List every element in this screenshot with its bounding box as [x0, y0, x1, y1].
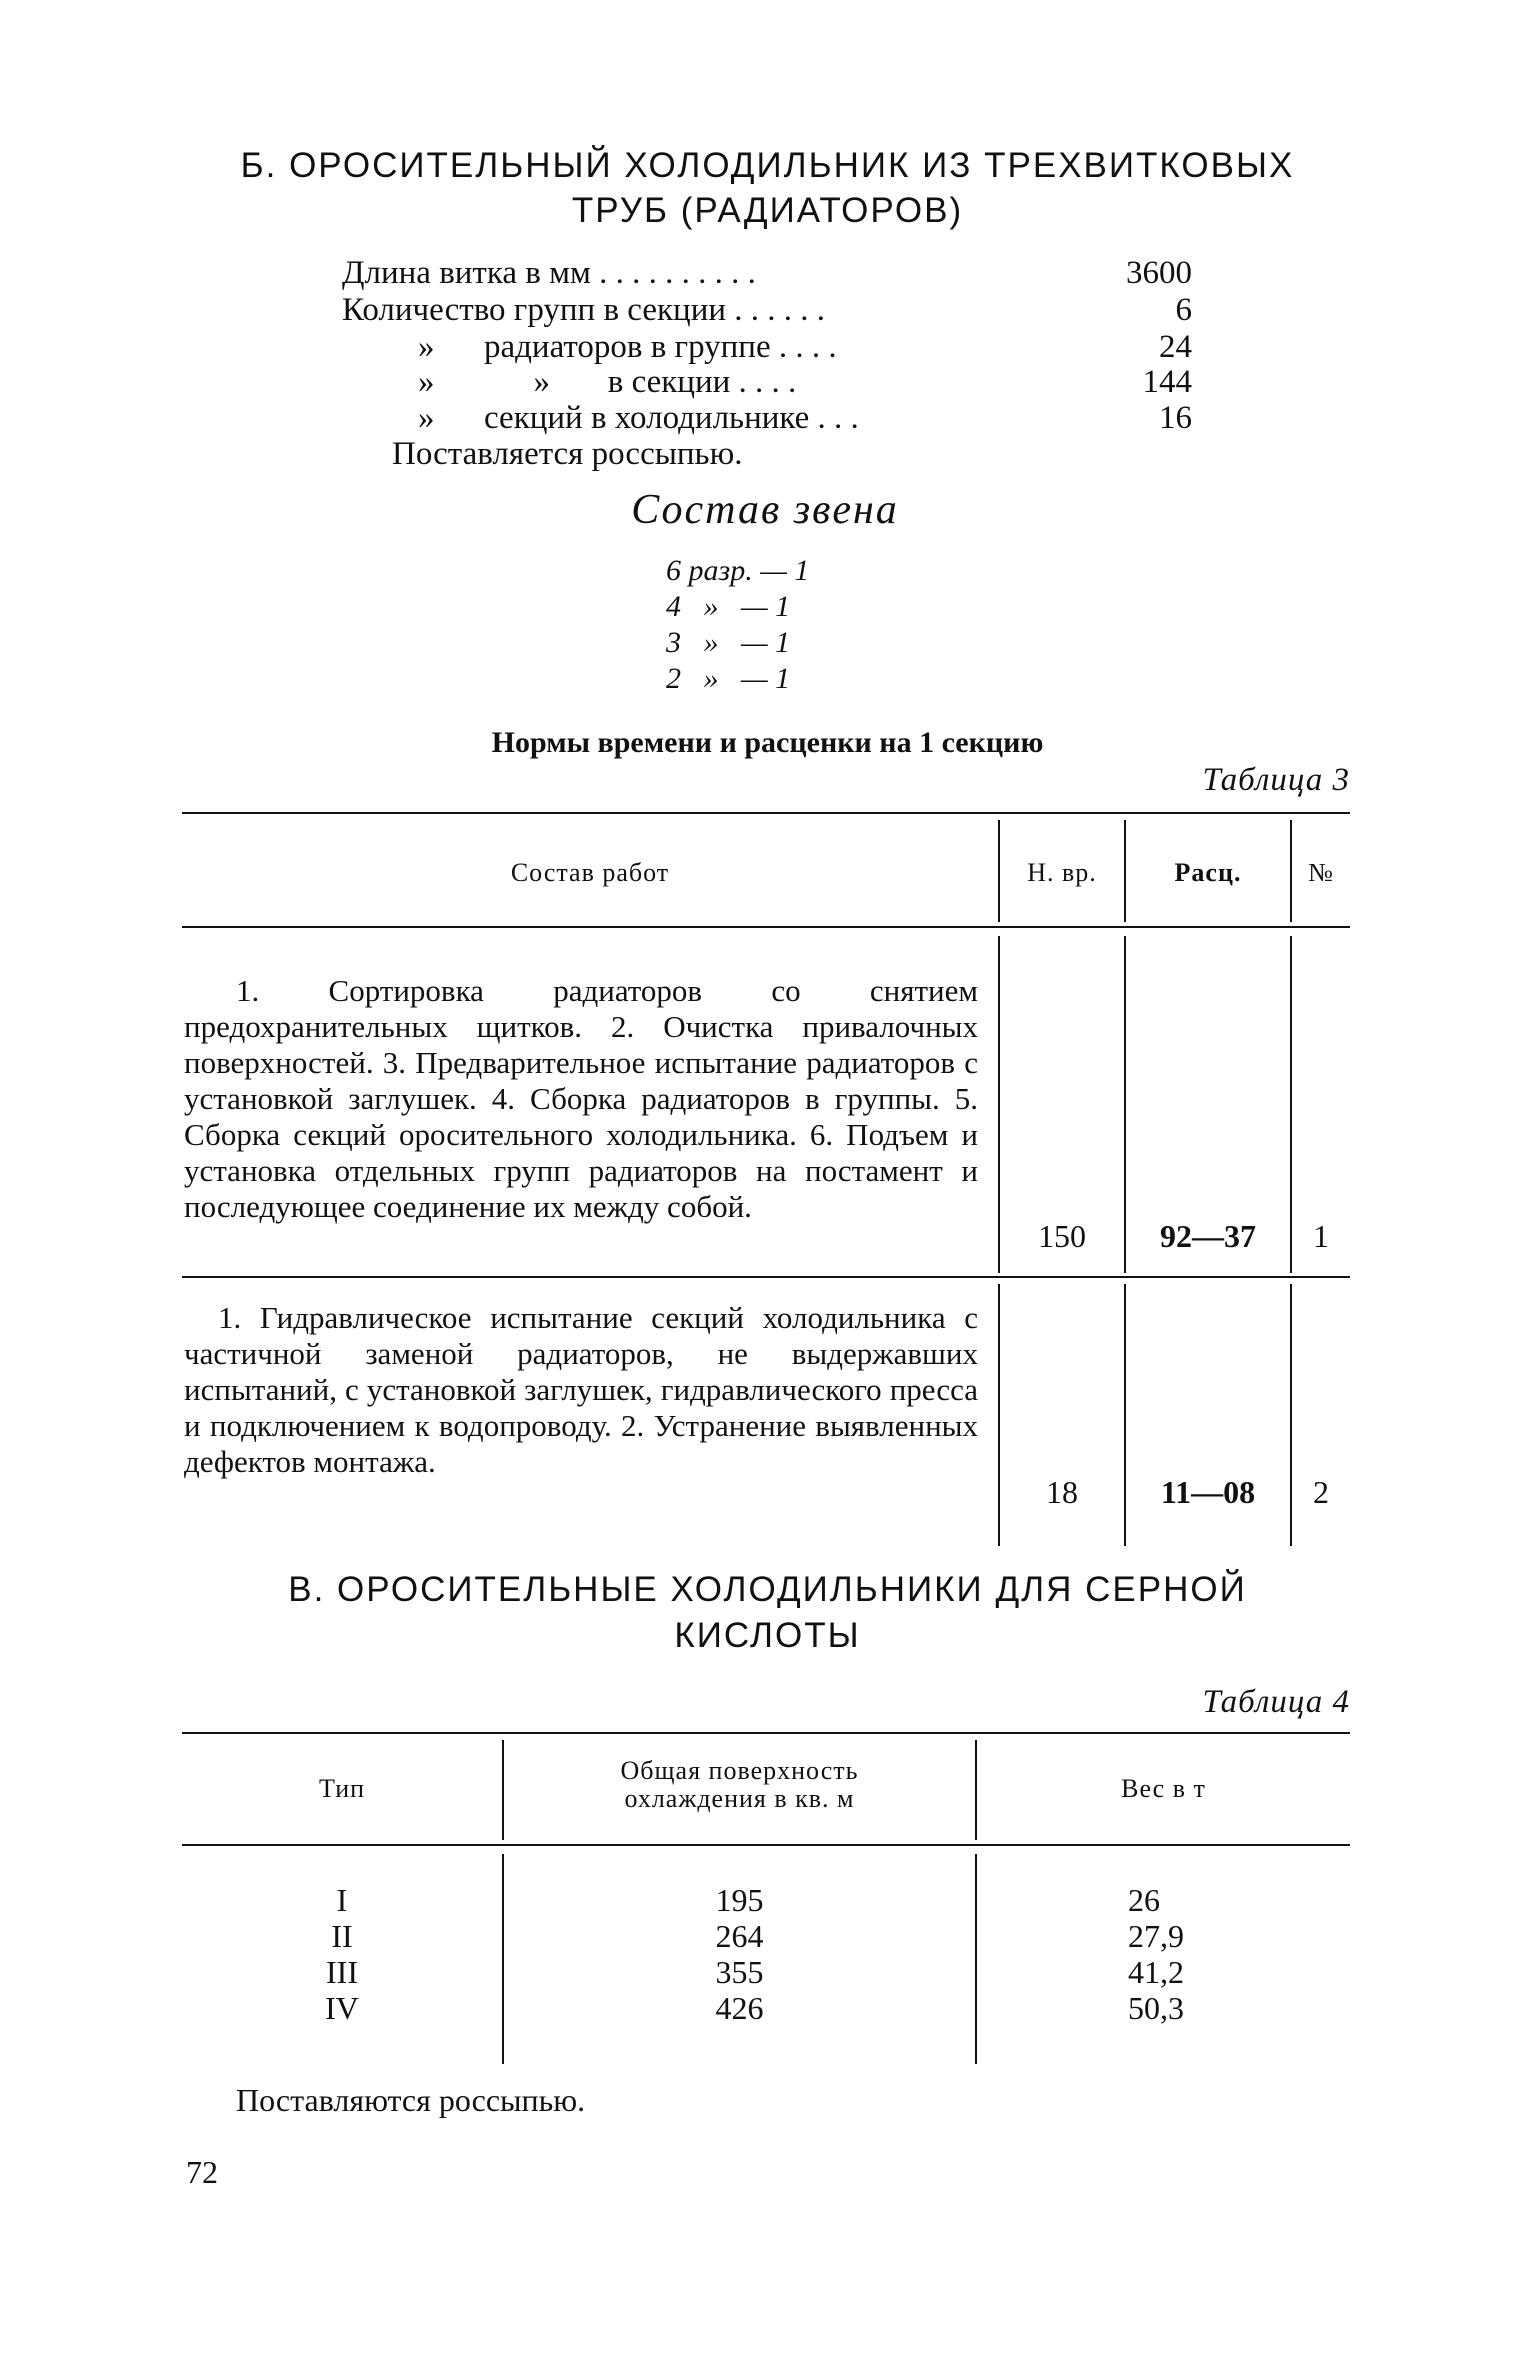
spec-label: Длина витка в мм . . . . . . . . . . — [342, 255, 756, 291]
crew-row: 6 разр. — 1 — [666, 554, 810, 587]
table4-header-surface-line1: Общая поверхность — [620, 1756, 859, 1785]
spec-value: 6 — [1175, 292, 1192, 328]
spec-label: » радиаторов в группе . . . . — [418, 329, 837, 365]
spec-label: » секций в холодильнике . . . — [418, 400, 859, 436]
page-number: 72 — [186, 2154, 218, 2190]
table4-row-type: IV — [325, 1990, 359, 2026]
table4-row-surface: 264 — [715, 1918, 764, 1954]
spec-value: 144 — [1142, 364, 1192, 400]
table3-row2-text: 1. Гидравлическое испытание секций холодильника с частичной заменой радиаторов, не выдержавших испытаний, с установкой заглушек, гидравлического пресса и подключением к водопроводу. 2. Устранение выявленных дефектов монтажа. — [184, 1300, 978, 1479]
table4-row-surface: 355 — [715, 1954, 764, 1990]
table4-header-surface-line2: охлаждения в кв. м — [624, 1784, 855, 1813]
table4-row-weight: 50,3 — [1128, 1990, 1184, 2026]
table4-header-weight: Вес в т — [1121, 1774, 1206, 1803]
table-rule — [182, 1732, 1350, 1734]
spec-label: Количество групп в секции . . . . . . — [342, 292, 826, 328]
table3-header-norm: Н. вр. — [1027, 858, 1097, 887]
crew-row: 2 » — 1 — [666, 662, 791, 695]
table4-row-type: II — [331, 1918, 353, 1954]
spec-value: 16 — [1159, 400, 1192, 436]
table4-header-type: Тип — [318, 1774, 366, 1803]
table4-row-type: III — [326, 1954, 358, 1990]
table4-row-surface: 426 — [715, 1990, 764, 2026]
spec-label: » » в секции . . . . — [418, 364, 797, 400]
table3-heading: Нормы времени и расценки на 1 секцию — [491, 726, 1044, 759]
section-b-title-line2: ТРУБ (РАДИАТОРОВ) — [571, 191, 964, 230]
spec-value: 24 — [1159, 329, 1192, 365]
table3-header-no: № — [1308, 858, 1334, 887]
table4-caption: Таблица 4 — [1202, 1684, 1350, 1720]
table3-row1-rate: 92—37 — [1160, 1218, 1256, 1254]
table3-row2-norm: 18 — [1046, 1474, 1078, 1510]
table4-row-weight: 26 — [1128, 1882, 1160, 1918]
section-v-title-line2: КИСЛОТЫ — [674, 1616, 861, 1655]
table3-row1-norm: 150 — [1038, 1218, 1086, 1254]
table3-header-work: Состав работ — [510, 858, 670, 887]
section-v-title-line1: В. ОРОСИТЕЛЬНЫЕ ХОЛОДИЛЬНИКИ ДЛЯ СЕРНОЙ — [288, 1570, 1247, 1609]
table-rule — [182, 926, 1350, 928]
table3-row1-text: 1. Сортировка радиаторов со снятием предохранительных щитков. 2. Очистка привалочных поверхностей. 3. Предварительное испытание радиаторов с установкой заглушек. 4. Сборка радиаторов в группы. 5. Сборка секций оросительного холодильника. 6. Подъем и установка отдельных групп радиаторов на постамент и последующее соединение их между собой. — [184, 973, 978, 1224]
column-divider — [975, 1854, 977, 2064]
table3-row2-no: 2 — [1313, 1474, 1329, 1510]
crew-row: 3 » — 1 — [666, 626, 791, 659]
table4-row-weight: 27,9 — [1128, 1918, 1184, 1954]
section-b-title-line1: Б. ОРОСИТЕЛЬНЫЙ ХОЛОДИЛЬНИК ИЗ ТРЕХВИТКОВЫХ — [240, 146, 1295, 185]
table3-header-rate: Расц. — [1174, 858, 1242, 887]
table3-caption: Таблица 3 — [1202, 762, 1350, 798]
table3-row2-rate: 11—08 — [1160, 1474, 1256, 1510]
table4-row-surface: 195 — [715, 1882, 764, 1918]
table-rule — [182, 1844, 1350, 1846]
table4-note: Поставляются россыпью. — [236, 2082, 586, 2118]
table-rule — [182, 812, 1350, 814]
table4-row-weight: 41,2 — [1128, 1954, 1184, 1990]
crew-row: 4 » — 1 — [666, 590, 791, 623]
table-rule — [182, 1276, 1350, 1278]
supplied-note: Поставляется россыпью. — [392, 436, 743, 472]
table3-row1-no: 1 — [1313, 1218, 1329, 1254]
crew-title: Состав звена — [631, 487, 899, 533]
spec-value: 3600 — [1126, 255, 1192, 291]
table4-row-type: I — [336, 1882, 348, 1918]
